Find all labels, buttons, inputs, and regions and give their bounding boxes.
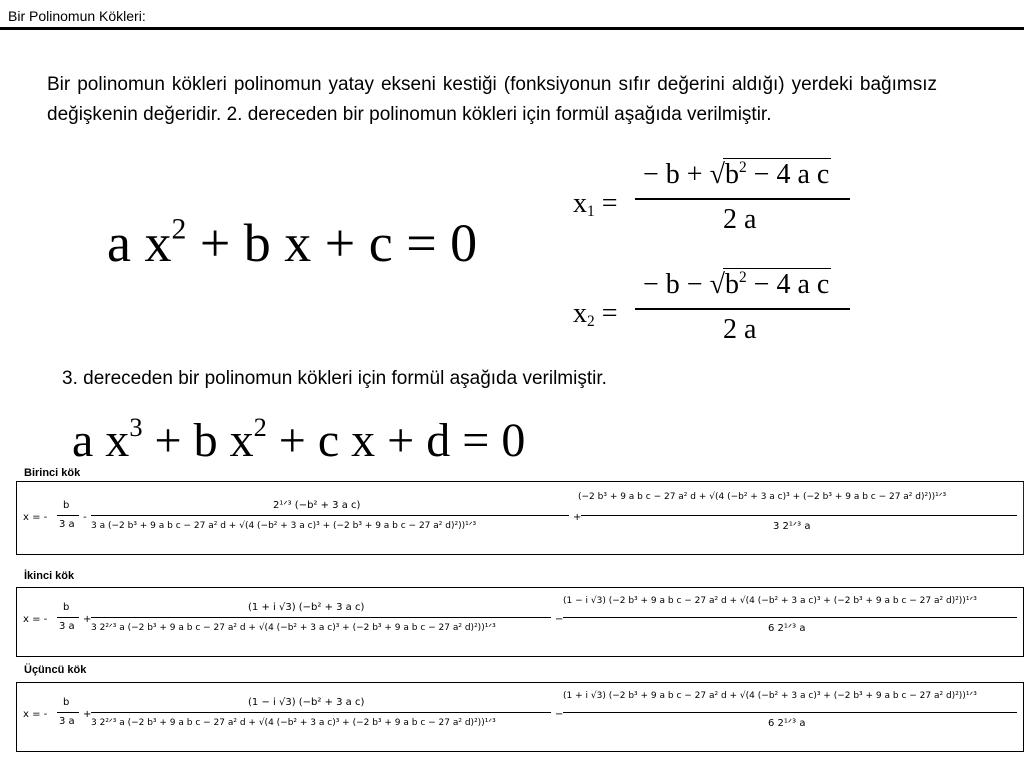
quadratic-term-ax: a x [107,213,172,273]
root2-numerator: − $b - √b^2 - 4$ a c [643,269,830,300]
root3-label: Üçüncü kök [24,664,87,676]
root2-lhs: $x_2$ = [573,298,618,330]
cubic-equation: a $x^3 + b$ $x^2 + c$ x + d = 0 [72,412,526,467]
root2-formula: x = - b 3 a + (1 + i √3) (−b² + 3 a c) 3 2²ᐟ³ a (−2 b³ + 9 a b c − 27 a² d + √(4 (−b² + 3 a c)³ + (−2 b³ + 9 a b c − 27 a² d)²))¹ᐟ³ − (1 − i √3) (−2 b³ + 9 a b c − 27 a² d + √(4 (−b² + 3 a c)³ + (−2 b³ + 9 a b c − 27 a² d)²))¹ᐟ³ 6 2¹ᐟ³ a [23,588,1017,656]
slide-title: Bir Polinomun Kökleri: [8,8,146,24]
root1-numerator: − $b + √b^2 - 4$ a c [643,159,830,190]
root1-label: Birinci kök [24,467,81,479]
quadratic-rest: + b x + c = 0 [186,213,478,273]
root2-denominator: 2 a [723,314,757,345]
root2-label: İkinci kök [24,570,75,582]
quadratic-root-2 [573,268,863,358]
cubic-intro-text: 3. dereceden bir polinomun kökleri için formül aşağıda verilmiştir. [62,368,607,389]
quadratic-equation [107,212,477,274]
root2-fraction-bar [635,308,850,310]
root1-denominator: 2 a [723,204,757,235]
root2-formula-box [16,587,1024,657]
root1-formula-box [16,481,1024,555]
root3-formula-box [16,682,1024,752]
quadratic-exponent: 2 [171,213,187,246]
root3-formula: x = - b 3 a + (1 − i √3) (−b² + 3 a c) 3 2²ᐟ³ a (−2 b³ + 9 a b c − 27 a² d + √(4 (−b² + 3 a c)³ + (−2 b³ + 9 a b c − 27 a² d)²))¹ᐟ³ − (1 + i √3) (−2 b³ + 9 a b c − 27 a² d + √(4 (−b² + 3 a c)³ + (−2 b³ + 9 a b c − 27 a² d)²))¹ᐟ³ 6 2¹ᐟ³ a [23,683,1017,751]
title-divider [0,27,1024,30]
root1-lhs: $x_1$ = [573,188,618,220]
intro-paragraph: Bir polinomun kökleri polinomun yatay ekseni kestiği (fonksiyonun sıfır değerini aldığı) yerdeki bağımsız değişkenin değeridir. 2. dereceden bir polinomun kökleri için formül aşağıda verilmiştir. [47,74,937,125]
quadratic-root-1 [573,158,863,248]
root1-formula: x = - b 3 a - 2¹ᐟ³ (−b² + 3 a c) 3 a (−2 b³ + 9 a b c − 27 a² d + √(4 (−b² + 3 a c)³ + (−2 b³ + 9 a b c − 27 a² d)²))¹ᐟ³ + (−2 b³ + 9 a b c − 27 a² d + √(4 (−b² + 3 a c)³ + (−2 b³ + 9 a b c − 27 a² d)²))¹ᐟ³ 3 2¹ᐟ³ a [23,482,1017,554]
root1-fraction-bar [635,198,850,200]
